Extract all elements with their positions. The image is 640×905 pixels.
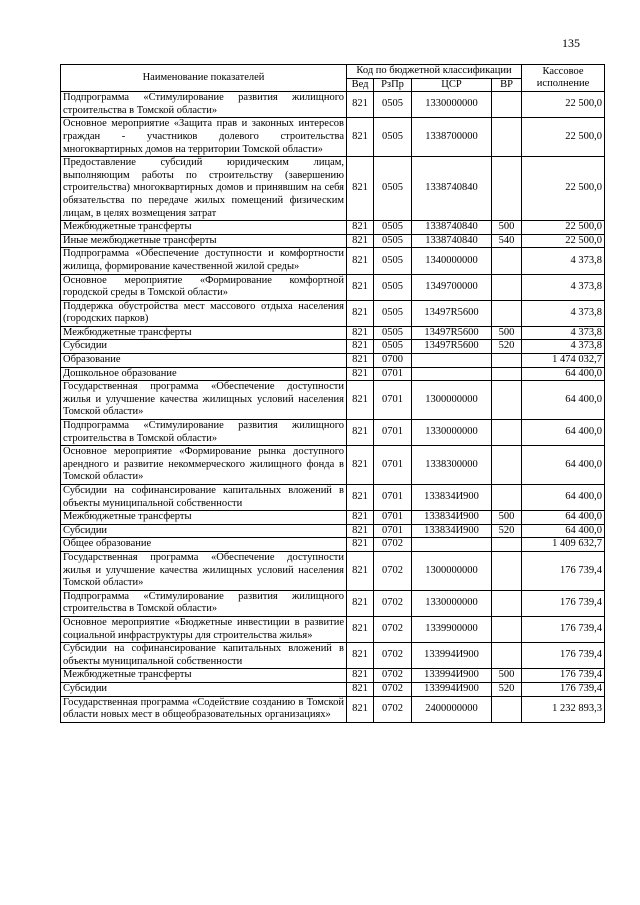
cell-sum: 64 400,0 [522,446,605,485]
cell-vr [492,274,522,300]
cell-ved: 821 [347,551,374,590]
cell-name: Иные межбюджетные трансферты [61,234,347,248]
cell-vr: 520 [492,682,522,696]
cell-sum: 22 500,0 [522,157,605,221]
cell-vr [492,118,522,157]
cell-vr [492,354,522,368]
table-row [61,248,605,274]
cell-rzpr: 0702 [374,590,412,616]
cell-rzpr: 0505 [374,157,412,221]
cell-csr [412,538,492,552]
cell-vr [492,420,522,446]
cell-csr: 1330000000 [412,92,492,118]
cell-rzpr: 0505 [374,234,412,248]
cell-sum: 176 739,4 [522,643,605,669]
cell-ved: 821 [347,446,374,485]
table-row [61,524,605,538]
cell-vr [492,538,522,552]
cell-sum: 64 400,0 [522,420,605,446]
cell-csr: 1338700000 [412,118,492,157]
cell-sum: 1 474 032,7 [522,354,605,368]
cell-ved: 821 [347,682,374,696]
table-row [61,511,605,525]
cell-ved: 821 [347,511,374,525]
cell-ved: 821 [347,669,374,683]
cell-sum: 22 500,0 [522,221,605,235]
cell-sum: 4 373,8 [522,326,605,340]
cell-csr: 1338740840 [412,221,492,235]
cell-csr: 1340000000 [412,248,492,274]
cell-rzpr: 0701 [374,446,412,485]
cell-sum: 4 373,8 [522,340,605,354]
cell-csr: 1330000000 [412,590,492,616]
cell-vr [492,92,522,118]
cell-name: Поддержка обустройства мест массового отдыха населения (городских парков) [61,300,347,326]
header-csr: ЦСР [412,78,492,92]
table-row [61,381,605,420]
cell-ved: 821 [347,118,374,157]
cell-rzpr: 0505 [374,274,412,300]
table-row [61,669,605,683]
cell-ved: 821 [347,485,374,511]
cell-ved: 821 [347,643,374,669]
cell-vr: 540 [492,234,522,248]
cell-ved: 821 [347,234,374,248]
header-ved: Вед [347,78,374,92]
cell-sum: 176 739,4 [522,590,605,616]
table-row [61,643,605,669]
cell-csr: 133834И900 [412,511,492,525]
cell-sum: 4 373,8 [522,248,605,274]
cell-csr: 1338740840 [412,157,492,221]
cell-ved: 821 [347,367,374,381]
cell-csr: 1339900000 [412,616,492,642]
cell-name: Межбюджетные трансферты [61,511,347,525]
cell-ved: 821 [347,524,374,538]
cell-csr: 133834И900 [412,485,492,511]
cell-ved: 821 [347,248,374,274]
cell-ved: 821 [347,381,374,420]
cell-rzpr: 0701 [374,420,412,446]
table-row [61,234,605,248]
cell-name: Дошкольное образование [61,367,347,381]
cell-name: Межбюджетные трансферты [61,326,347,340]
cell-name: Субсидии [61,524,347,538]
cell-ved: 821 [347,157,374,221]
cell-name: Предоставление субсидий юридическим лицам, выполняющим работы по строительству (завершению строительства) многоквартирных домов и принявшим на себя обязательства по передаче жилых помещений физическим лицам, в целях возмещения затрат [61,157,347,221]
cell-rzpr: 0702 [374,669,412,683]
cell-sum: 176 739,4 [522,616,605,642]
cell-rzpr: 0702 [374,696,412,722]
cell-name: Общее образование [61,538,347,552]
cell-name: Основное мероприятие «Формирование рынка доступного арендного и развитие некоммерческого жилищного фонда в Томской области» [61,446,347,485]
cell-rzpr: 0505 [374,248,412,274]
cell-sum: 64 400,0 [522,367,605,381]
cell-ved: 821 [347,354,374,368]
cell-csr [412,354,492,368]
cell-vr [492,446,522,485]
cell-csr: 133994И900 [412,669,492,683]
cell-name: Подпрограмма «Стимулирование развития жилищного строительства в Томской области» [61,92,347,118]
cell-sum: 1 409 632,7 [522,538,605,552]
table-row [61,485,605,511]
cell-sum: 4 373,8 [522,300,605,326]
cell-rzpr: 0701 [374,511,412,525]
cell-name: Субсидии на софинансирование капитальных вложений в объекты муниципальной собственности [61,485,347,511]
cell-ved: 821 [347,221,374,235]
cell-rzpr: 0701 [374,381,412,420]
cell-sum: 64 400,0 [522,511,605,525]
cell-rzpr: 0505 [374,92,412,118]
cell-rzpr: 0505 [374,340,412,354]
table-row [61,367,605,381]
cell-csr: 1300000000 [412,551,492,590]
table-row [61,326,605,340]
cell-rzpr: 0702 [374,643,412,669]
cell-vr [492,248,522,274]
cell-name: Государственная программа «Содействие созданию в Томской области новых мест в общеобразовательных организациях» [61,696,347,722]
page-number: 135 [562,36,580,50]
table-row [61,446,605,485]
cell-name: Основное мероприятие «Формирование комфортной городской среды в Томской области» [61,274,347,300]
table-row [61,682,605,696]
cell-sum: 1 232 893,3 [522,696,605,722]
cell-sum: 176 739,4 [522,669,605,683]
cell-name: Государственная программа «Обеспечение доступности жилья и улучшение качества жилищных условий населения Томской области» [61,551,347,590]
cell-name: Межбюджетные трансферты [61,669,347,683]
cell-vr [492,157,522,221]
cell-csr: 1349700000 [412,274,492,300]
cell-name: Подпрограмма «Стимулирование развития жилищного строительства в Томской области» [61,590,347,616]
cell-name: Подпрограмма «Обеспечение доступности и комфортности жилища, формирование качественной жилой среды» [61,248,347,274]
table-row [61,92,605,118]
cell-csr: 13497R5600 [412,340,492,354]
cell-sum: 22 500,0 [522,234,605,248]
table-row [61,616,605,642]
cell-csr: 13497R5600 [412,326,492,340]
table-row [61,274,605,300]
cell-rzpr: 0700 [374,354,412,368]
cell-vr [492,616,522,642]
cell-rzpr: 0702 [374,551,412,590]
cell-name: Субсидии [61,682,347,696]
header-indicator-name: Наименование показателей [61,65,347,92]
cell-ved: 821 [347,616,374,642]
table-header [61,65,605,92]
cell-name: Субсидии на софинансирование капитальных вложений в объекты муниципальной собственности [61,643,347,669]
cell-vr [492,590,522,616]
cell-rzpr: 0702 [374,682,412,696]
cell-name: Государственная программа «Обеспечение доступности жилья и улучшение качества жилищных условий населения Томской области» [61,381,347,420]
cell-vr: 500 [492,326,522,340]
cell-csr: 1300000000 [412,381,492,420]
table-row [61,538,605,552]
cell-csr: 133994И900 [412,643,492,669]
cell-rzpr: 0505 [374,118,412,157]
cell-sum: 64 400,0 [522,381,605,420]
header-cash-execution: Кассовое исполнение [522,65,605,92]
cell-vr [492,381,522,420]
table-row [61,340,605,354]
cell-sum: 22 500,0 [522,118,605,157]
cell-sum: 22 500,0 [522,92,605,118]
table-row [61,118,605,157]
cell-rzpr: 0702 [374,538,412,552]
cell-name: Образование [61,354,347,368]
cell-rzpr: 0701 [374,367,412,381]
table-row [61,354,605,368]
header-vr: ВР [492,78,522,92]
budget-execution-table [60,64,605,723]
cell-name: Подпрограмма «Стимулирование развития жилищного строительства в Томской области» [61,420,347,446]
cell-csr: 1338740840 [412,234,492,248]
cell-vr: 500 [492,221,522,235]
cell-csr [412,367,492,381]
table-row [61,157,605,221]
table-row [61,420,605,446]
header-budget-classification: Код по бюджетной классификации [347,65,522,79]
cell-vr: 500 [492,511,522,525]
cell-rzpr: 0505 [374,326,412,340]
cell-ved: 821 [347,538,374,552]
table-row [61,696,605,722]
cell-ved: 821 [347,696,374,722]
cell-name: Межбюджетные трансферты [61,221,347,235]
table-body [61,92,605,723]
table-row [61,221,605,235]
cell-rzpr: 0701 [374,485,412,511]
cell-vr [492,367,522,381]
table-row [61,551,605,590]
cell-vr [492,643,522,669]
cell-sum: 64 400,0 [522,485,605,511]
cell-sum: 176 739,4 [522,551,605,590]
table-row [61,300,605,326]
cell-csr: 2400000000 [412,696,492,722]
cell-csr: 133834И900 [412,524,492,538]
cell-csr: 1330000000 [412,420,492,446]
cell-sum: 176 739,4 [522,682,605,696]
cell-vr [492,300,522,326]
cell-ved: 821 [347,92,374,118]
cell-vr: 500 [492,669,522,683]
cell-sum: 4 373,8 [522,274,605,300]
cell-ved: 821 [347,274,374,300]
cell-vr [492,696,522,722]
cell-rzpr: 0701 [374,524,412,538]
cell-csr: 13497R5600 [412,300,492,326]
cell-vr: 520 [492,340,522,354]
cell-csr: 1338300000 [412,446,492,485]
cell-vr [492,551,522,590]
header-rzpr: РзПр [374,78,412,92]
cell-rzpr: 0505 [374,300,412,326]
cell-rzpr: 0505 [374,221,412,235]
cell-name: Основное мероприятие «Бюджетные инвестиции в развитие социальной инфраструктуры для строительства жилья» [61,616,347,642]
cell-rzpr: 0702 [374,616,412,642]
cell-sum: 64 400,0 [522,524,605,538]
cell-vr: 520 [492,524,522,538]
cell-ved: 821 [347,420,374,446]
cell-ved: 821 [347,300,374,326]
cell-ved: 821 [347,340,374,354]
table-row [61,590,605,616]
cell-ved: 821 [347,326,374,340]
cell-name: Субсидии [61,340,347,354]
cell-ved: 821 [347,590,374,616]
cell-csr: 133994И900 [412,682,492,696]
cell-name: Основное мероприятие «Защита прав и законных интересов граждан - участников долевого строительства многоквартирных домов на территории Томской области» [61,118,347,157]
cell-vr [492,485,522,511]
